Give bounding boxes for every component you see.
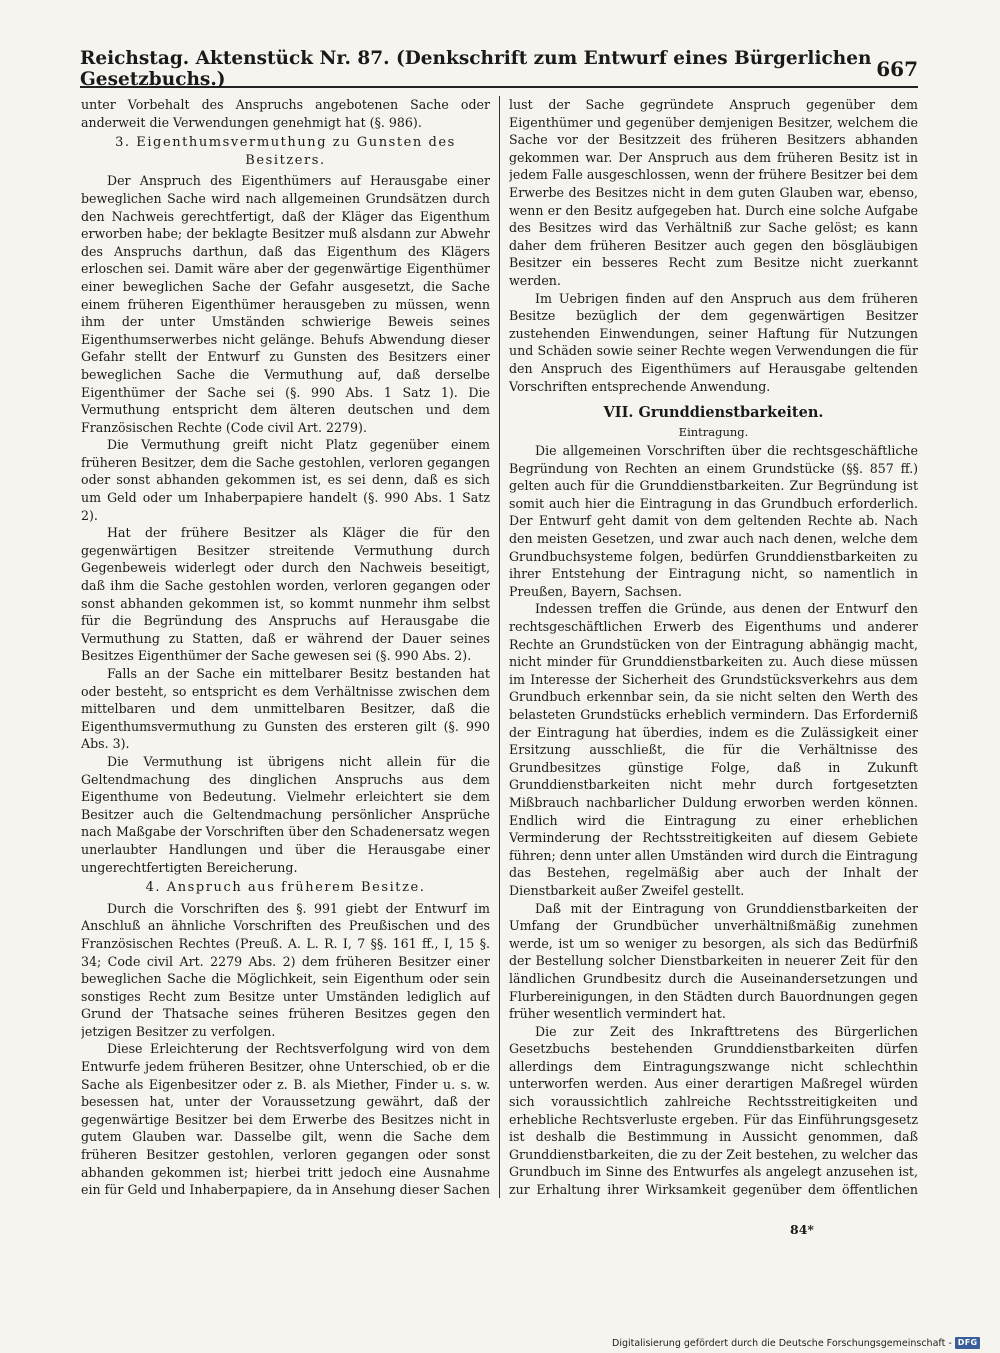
header-title: Reichstag. Aktenstück Nr. 87. (Denkschrift zum Entwurf eines Bürgerlichen Gesetzbuchs.) bbox=[80, 48, 872, 90]
dfg-logo-icon: DFG bbox=[955, 1337, 981, 1349]
paragraph: Daß mit der Eintragung von Grunddienstbarkeiten der Umfang der Grundbücher unverhältnißmäßig zunehmen werde, ist um so weniger zu besorgen, als sich das Bedürfniß der Bestellung solcher Dienstbarkeiten in neuerer Zeit für den ländlichen Grundbesitz durch die Auseinandersetzungen und Flurbereinigungen, in den Städten durch Bauordnungen gegen früher wesentlich vermindert hat. bbox=[509, 900, 918, 1022]
left-column bbox=[81, 96, 490, 1198]
running-header bbox=[80, 48, 918, 90]
paragraph: Hat der frühere Besitzer als Kläger die für den gegenwärtigen Besitzer streitende Vermuthung durch Gegenbeweis widerlegt oder durch den Nachweis beseitigt, daß ihm die Sache gestohlen worden, verloren gegangen oder sonst abhanden gekommen ist, so kommt nunmehr ihm selbst für die Begründung des Anspruchs auf Herausgabe die Vermuthung zu Statten, daß er während der Dauer seines Besitzes Eigenthümer der Sache gewesen sei (§. 990 Abs. 2). bbox=[81, 525, 490, 664]
column-divider bbox=[499, 96, 500, 1198]
paragraph-continued: lust der Sache gegründete Anspruch gegenüber dem Eigenthümer und gegenüber demjenigen Besitzer, welchem die Sache vor der Besitzzeit des früheren Besitzers abhanden gekommen war. Der Anspruch aus dem früheren Besitz ist in jedem Falle ausgeschlossen, wenn der frühere Besitzer bei dem Erwerbe des Besitzes nicht in dem guten Glauben war, ebenso, wenn er den Besitz aufgegeben hat. Durch eine solche Aufgabe des Besitzes wird das Verhältniß zur Sache gelöst; es kann daher dem früheren Besitzer auch gegen den bösgläubigen Besitzer ein besseres Recht zum Besitze nicht zuerkannt werden. bbox=[509, 97, 918, 288]
page-number: 667 bbox=[876, 57, 918, 81]
paragraph: Der Anspruch des Eigenthümers auf Herausgabe einer beweglichen Sache wird nach allgemeinen Grundsätzen durch den Nachweis gerechtfertigt, daß der Kläger das Eigenthum erworben habe; der beklagte Besitzer muß alsdann zur Abwehr des Anspruchs darthun, daß das Eigenthum des Klägers erloschen sei. Damit wäre aber der gegenwärtige Eigenthümer einer beweglichen Sache der Gefahr ausgesetzt, die Sache einem früheren Eigenthümer herausgeben zu müssen, wenn ihm der unter Umständen schwierige Beweis seines Eigenthumserwerbes nicht gelänge. Behufs Abwendung dieser Gefahr stellt der Entwurf zu Gunsten des Besitzers einer beweglichen Sache die Vermuthung auf, daß derselbe Eigenthümer der Sache sei (§. 990 Abs. 1 Satz 1). Die Vermuthung entspricht dem älteren deutschen und dem Französischen Rechte (Code civil Art. 2279). bbox=[81, 173, 490, 435]
digitization-footer bbox=[612, 1337, 980, 1349]
paragraph: Falls an der Sache ein mittelbarer Besitz bestanden hat oder besteht, so entspricht es dem Verhältnisse zwischen dem mittelbaren und dem unmittelbaren Besitzer, daß die Eigenthumsvermuthung zu Gunsten des ersteren gilt (§. 990 Abs. 3). bbox=[81, 666, 490, 752]
right-column bbox=[509, 96, 918, 1198]
section-heading-3: 3. Eigenthumsvermuthung zu Gunsten des Besitzers. bbox=[115, 135, 456, 168]
signature-mark: 84* bbox=[790, 1222, 814, 1237]
chapter-heading: VII. Grunddienstbarkeiten. bbox=[603, 404, 824, 422]
paragraph: Diese Erleichterung der Rechtsverfolgung wird von dem Entwurfe jedem früheren Besitzer, ohne Unterschied, ob er die Sache als Eigenbesitzer oder z. B. als Miether, Finder u. s. w. besessen hat, unter der Voraussetzung gewährt, daß der gegenwärtige Besitzer bei dem Erwerbe des Besitzes nicht in gutem Glauben war. Dasselbe gilt, wenn die Sache dem früheren Besitzer gestohlen, verloren gegangen oder sonst abhanden gekommen ist; hierbei tritt jedoch eine Ausnahme ein für Geld und Inhaberpapiere, da in Ansehung dieser Sachen bbox=[81, 1041, 490, 1198]
paragraph: Die Vermuthung ist übrigens nicht allein für die Geltendmachung des dinglichen Anspruchs aus dem Eigenthume von Bedeutung. Vielmehr erleichtert sie dem Besitzer auch die Geltendmachung persönlicher Ansprüche nach Maßgabe der Vorschriften über den Schadenersatz wegen unerlaubter Handlungen und über die Herausgabe einer ungerechtfertigten Bereicherung. bbox=[81, 753, 490, 875]
paragraph: Die allgemeinen Vorschriften über die rechtsgeschäftliche Begründung von Rechten an einem Grundstücke (§§. 857 ff.) gelten auch für die Grunddienstbarkeiten. Zur Begründung ist somit auch hier die Eintragung in das Grundbuch erforderlich. Der Entwurf geht damit von dem geltenden Rechte ab. Nach den meisten Gesetzen, und zwar auch nach denen, welche dem Grundbuchsysteme folgen, bedürfen Grunddienstbarkeiten zu ihrer Entstehung der Eintragung nicht, so namentlich in Preußen, Bayern, Sachsen. bbox=[509, 443, 918, 599]
paragraph: Die zur Zeit des Inkrafttretens des Bürgerlichen Gesetzbuchs bestehenden Grunddienstbarkeiten dürfen allerdings dem Eintragungszwange nicht schlechthin unterworfen werden. Aus einer derartigen Maßregel würden sich voraussichtlich zahlreiche Rechtsstreitigkeiten und erhebliche Rechtsverluste ergeben. Für das Einführungsgesetz ist deshalb die Bestimmung in Aussicht genommen, daß Grunddienstbarkeiten, die zu der Zeit bestehen, zu welcher das Grundbuch im Sinne des Entwurfes als angelegt anzusehen ist, zur Erhaltung ihrer Wirksamkeit gegenüber dem öffentlichen bbox=[509, 1023, 918, 1198]
paragraph: Indessen treffen die Gründe, aus denen der Entwurf den rechtsgeschäftlichen Erwerb des Eigenthums und anderer Rechte an Grundstücken von der Eintragung abhängig macht, nicht minder für Grunddienstbarkeiten zu. Auch diese müssen im Interesse der Sicherheit des Grundstücksverkehrs aus dem Grundbuch erkennbar sein, da sie nicht selten den Werth des belasteten Grundstücks erheblich vermindern. Das Erforderniß der Eintragung hat überdies, indem es die Zulässigkeit einer Ersitzung ausschließt, die für die Verhältnisse des Grundbesitzes günstige Folge, daß in Zukunft Grunddienstbarkeiten nicht mehr durch fortgesetzten Mißbrauch nachbarlicher Duldung erworben werden können. Endlich wird die Eintragung zu einer erheblichen Verminderung der Rechtsstreitigkeiten auf diesem Gebiete führen; denn unter allen Umständen wird durch die Eintragung das Bestehen, regelmäßig aber auch der Inhalt der Dienstbarkeit außer Zweifel gestellt. bbox=[509, 601, 918, 898]
footer-text: Digitalisierung gefördert durch die Deutsche Forschungsgemeinschaft - bbox=[612, 1337, 952, 1349]
section-heading-4: 4. Anspruch aus früherem Besitze. bbox=[145, 880, 426, 896]
paragraph: Im Uebrigen finden auf den Anspruch aus dem früheren Besitze bezüglich der dem gegenwärtigen Besitzer zustehenden Einwendungen, seiner Haftung für Nutzungen und Schäden sowie seiner Rechte wegen Verwendungen die für den Anspruch des Eigenthümers auf Herausgabe geltenden Vorschriften entsprechende Anwendung. bbox=[509, 290, 918, 394]
paragraph: Durch die Vorschriften des §. 991 giebt der Entwurf im Anschluß an ähnliche Vorschriften des Preußischen und des Französischen Rechtes (Preuß. A. L. R. I, 7 §§. 161 ff., I, 15 §. 34; Code civil Art. 2279 Abs. 2) dem früheren Besitzer einer beweglichen Sache die Möglichkeit, sein Eigenthum oder sein sonstiges Recht zum Besitze unter Umständen lediglich auf Grund der Thatsache seines früheren Besitzes gegen den jetzigen Besitzer zu verfolgen. bbox=[81, 900, 490, 1039]
subheading: Eintragung. bbox=[678, 425, 749, 440]
paragraph-continued: unter Vorbehalt des Anspruchs angebotenen Sache oder anderweit die Verwendungen genehmigt hat (§. 986). bbox=[81, 97, 490, 130]
paragraph: Die Vermuthung greift nicht Platz gegenüber einem früheren Besitzer, dem die Sache gestohlen, verloren gegangen oder sonst abhanden gekommen ist, es sei denn, daß es sich um Geld oder um Inhaberpapiere handelt (§. 990 Abs. 1 Satz 2). bbox=[81, 437, 490, 523]
